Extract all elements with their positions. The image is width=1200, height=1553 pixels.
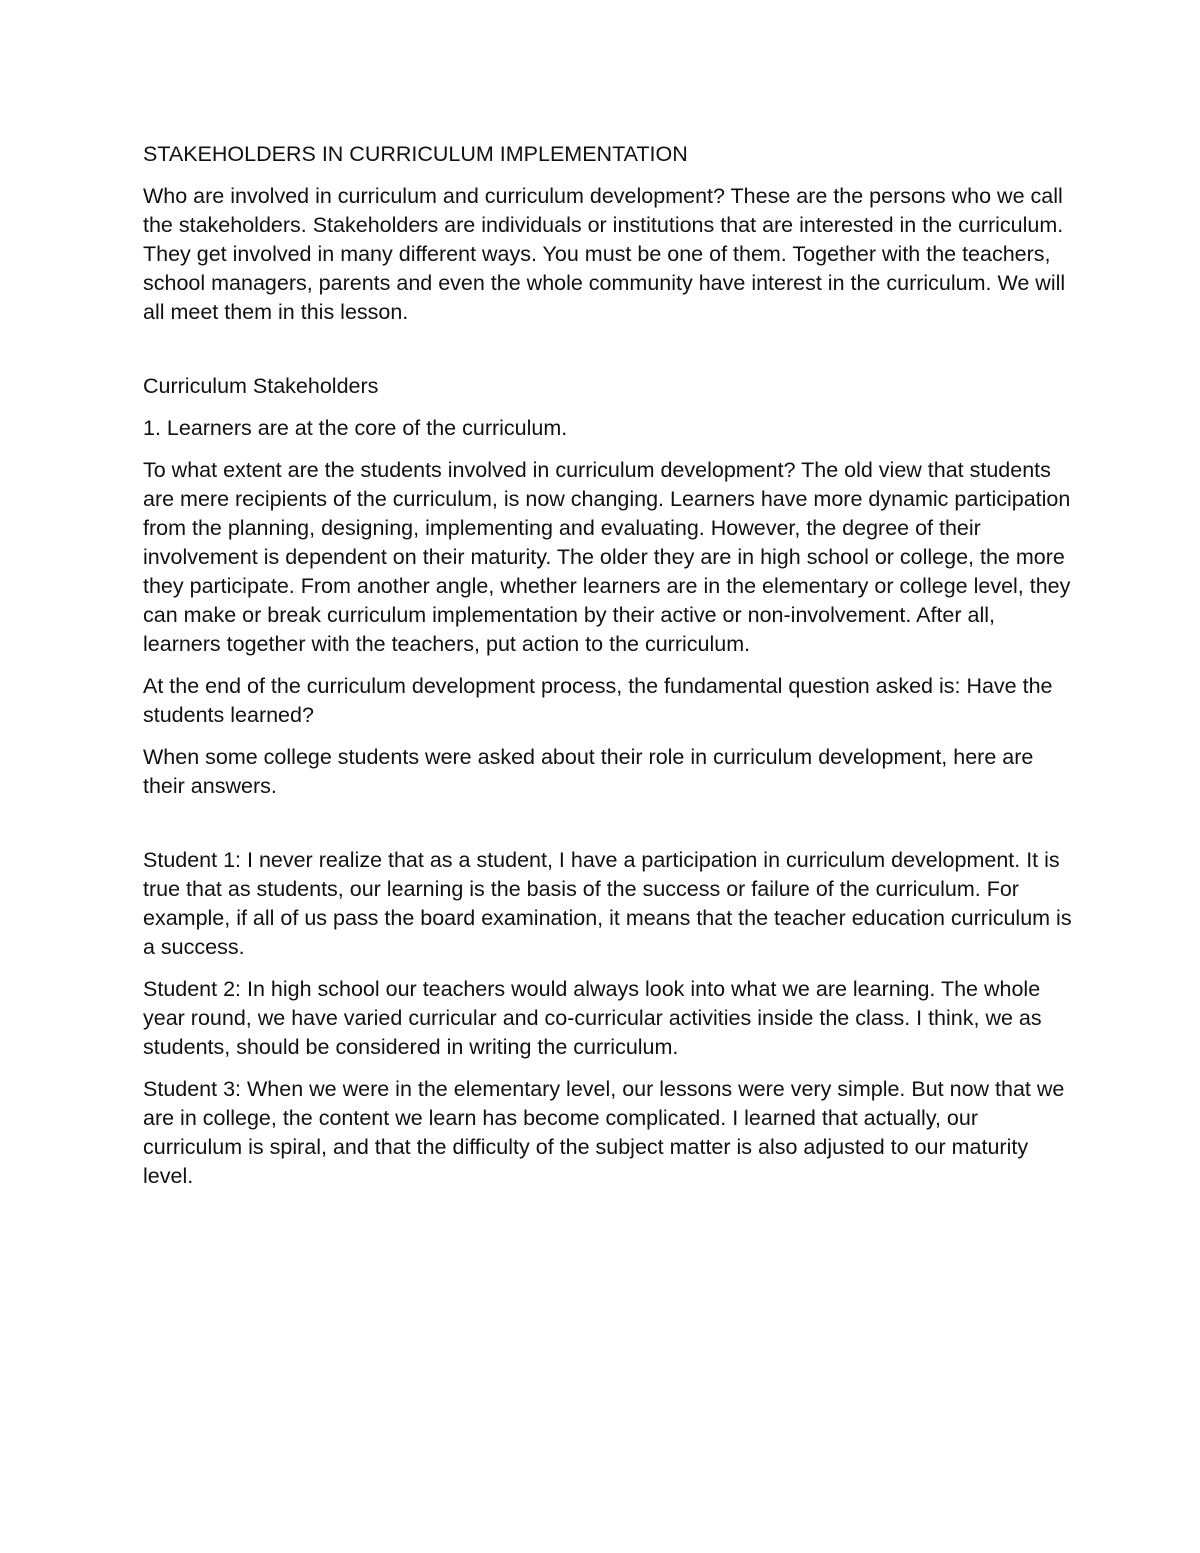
document-title: STAKEHOLDERS IN CURRICULUM IMPLEMENTATION [143, 142, 688, 166]
section-heading: Curriculum Stakeholders [143, 374, 379, 398]
answers-intro-paragraph: When some college students were asked about their role in curriculum development, here are their answers. [143, 745, 1034, 798]
student-1-answer: Student 1: I never realize that as a student, I have a participation in curriculum development. It is true that as students, our learning is the basis of the success or failure of the curriculum. For example, if all of us pass the board examination, it means that the teacher education curriculum is a success. [143, 848, 1072, 959]
learners-paragraph: To what extent are the students involved in curriculum development? The old view that students are mere recipients of the curriculum, is now changing. Learners have more dynamic participation from the planning, designing, implementing and evaluating. However, the degree of their involvement is dependent on their maturity. The older they are in high school or college, the more they participate. From another angle, whether learners are in the elementary or college level, they can make or break curriculum implementation by their active or non-involvement. After all, learners together with the teachers, put action to the curriculum. [143, 458, 1071, 656]
question-paragraph: At the end of the curriculum development process, the fundamental question asked is: Have the students learned? [143, 674, 1053, 727]
student-2-answer: Student 2: In high school our teachers would always look into what we are learning. The whole year round, we have varied curricular and co-curricular activities inside the class. I think, we as students, should be considered in writing the curriculum. [143, 977, 1042, 1059]
document-body [143, 140, 1073, 1204]
item-heading-learners: 1. Learners are at the core of the curriculum. [143, 416, 568, 440]
student-3-answer: Student 3: When we were in the elementary level, our lessons were very simple. But now that we are in college, the content we learn has become complicated. I learned that actually, our curriculum is spiral, and that the difficulty of the subject matter is also adjusted to our maturity level. [143, 1077, 1065, 1188]
intro-paragraph: Who are involved in curriculum and curriculum development? These are the persons who we call the stakeholders. Stakeholders are individuals or institutions that are interested in the curriculum. They get involved in many different ways. You must be one of them. Together with the teachers, school managers, parents and even the whole community have interest in the curriculum. We will all meet them in this lesson. [143, 184, 1066, 324]
